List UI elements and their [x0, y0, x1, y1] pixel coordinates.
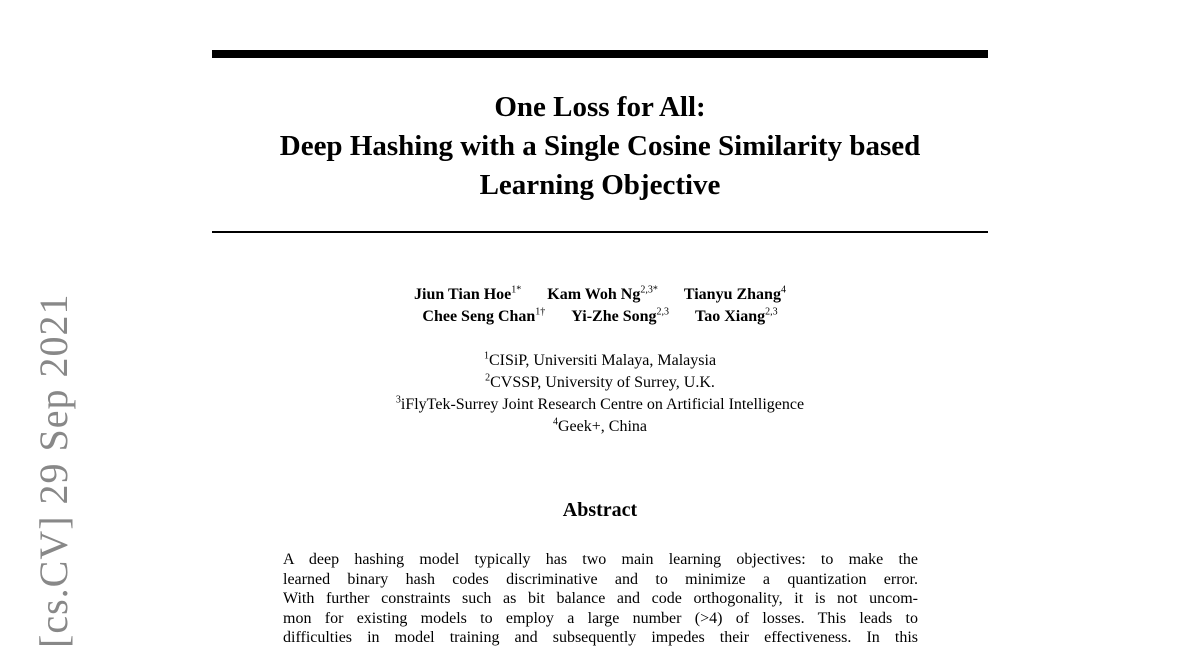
author — [547, 284, 658, 306]
affiliation-mark: 2 — [485, 372, 491, 384]
arxiv-stamp: [cs.CV] 29 Sep 2021 — [31, 293, 76, 648]
author-name: Tianyu Zhang — [683, 286, 781, 303]
abstract-line: difficulties in model training and subsequently impedes their effectiveness. In this — [283, 629, 918, 646]
author-affil-mark: 1* — [511, 284, 522, 296]
affiliation-mark: 1 — [483, 350, 489, 362]
author-affil-mark: 4 — [780, 284, 786, 296]
author — [422, 306, 545, 328]
abstract-line: With further constraints such as bit balance and code orthogonality, it is not uncom- — [283, 590, 918, 607]
author-block — [212, 284, 988, 328]
abstract-body — [283, 550, 918, 648]
author-name: Kam Woh Ng — [547, 286, 641, 303]
abstract-heading: Abstract — [562, 499, 638, 521]
affiliation-text: CVSSP, University of Surrey, U.K. — [490, 374, 715, 391]
title-line: Deep Hashing with a Single Cosine Similarity based — [279, 130, 921, 162]
paper-title — [212, 88, 988, 205]
author — [695, 306, 778, 328]
affiliation-text: iFlyTek-Surrey Joint Research Centre on Artificial Intelligence — [400, 396, 805, 413]
abstract-line: A deep hashing model typically has two main learning objectives: to make the — [283, 551, 918, 568]
affiliations — [212, 350, 988, 438]
affiliation-mark: 3 — [395, 394, 401, 406]
affiliation-mark: 4 — [553, 416, 558, 428]
affiliation-text: Geek+, China — [558, 418, 647, 435]
author — [684, 284, 786, 306]
author-name: Chee Seng Chan — [422, 308, 536, 325]
author-row-1 — [212, 284, 988, 306]
author-name: Jiun Tian Hoe — [414, 286, 512, 303]
author — [571, 306, 669, 328]
author-name: Tao Xiang — [695, 308, 766, 325]
author-affil-mark: 2,3* — [640, 284, 658, 296]
title-line: Learning Objective — [479, 169, 721, 201]
affiliation — [212, 416, 988, 438]
affiliation — [212, 372, 988, 394]
author-affil-mark: 1† — [535, 306, 546, 318]
affiliation — [212, 394, 988, 416]
author-row-2 — [212, 306, 988, 328]
author-affil-mark: 2,3 — [765, 306, 778, 318]
abstract-line: learned binary hash codes discriminative and to minimize a quantization error. — [283, 570, 918, 588]
title-line: One Loss for All: — [494, 91, 706, 123]
abstract-line: mon for existing models to employ a large number (>4) of losses. This leads to — [283, 609, 918, 627]
title-bottom-rule — [212, 231, 988, 233]
author-name: Yi-Zhe Song — [571, 308, 657, 325]
author-affil-mark: 2,3 — [656, 306, 669, 318]
author — [414, 284, 521, 306]
affiliation-text: CISiP, Universiti Malaya, Malaysia — [488, 352, 717, 369]
top-rule — [212, 50, 988, 58]
affiliation — [212, 350, 988, 372]
